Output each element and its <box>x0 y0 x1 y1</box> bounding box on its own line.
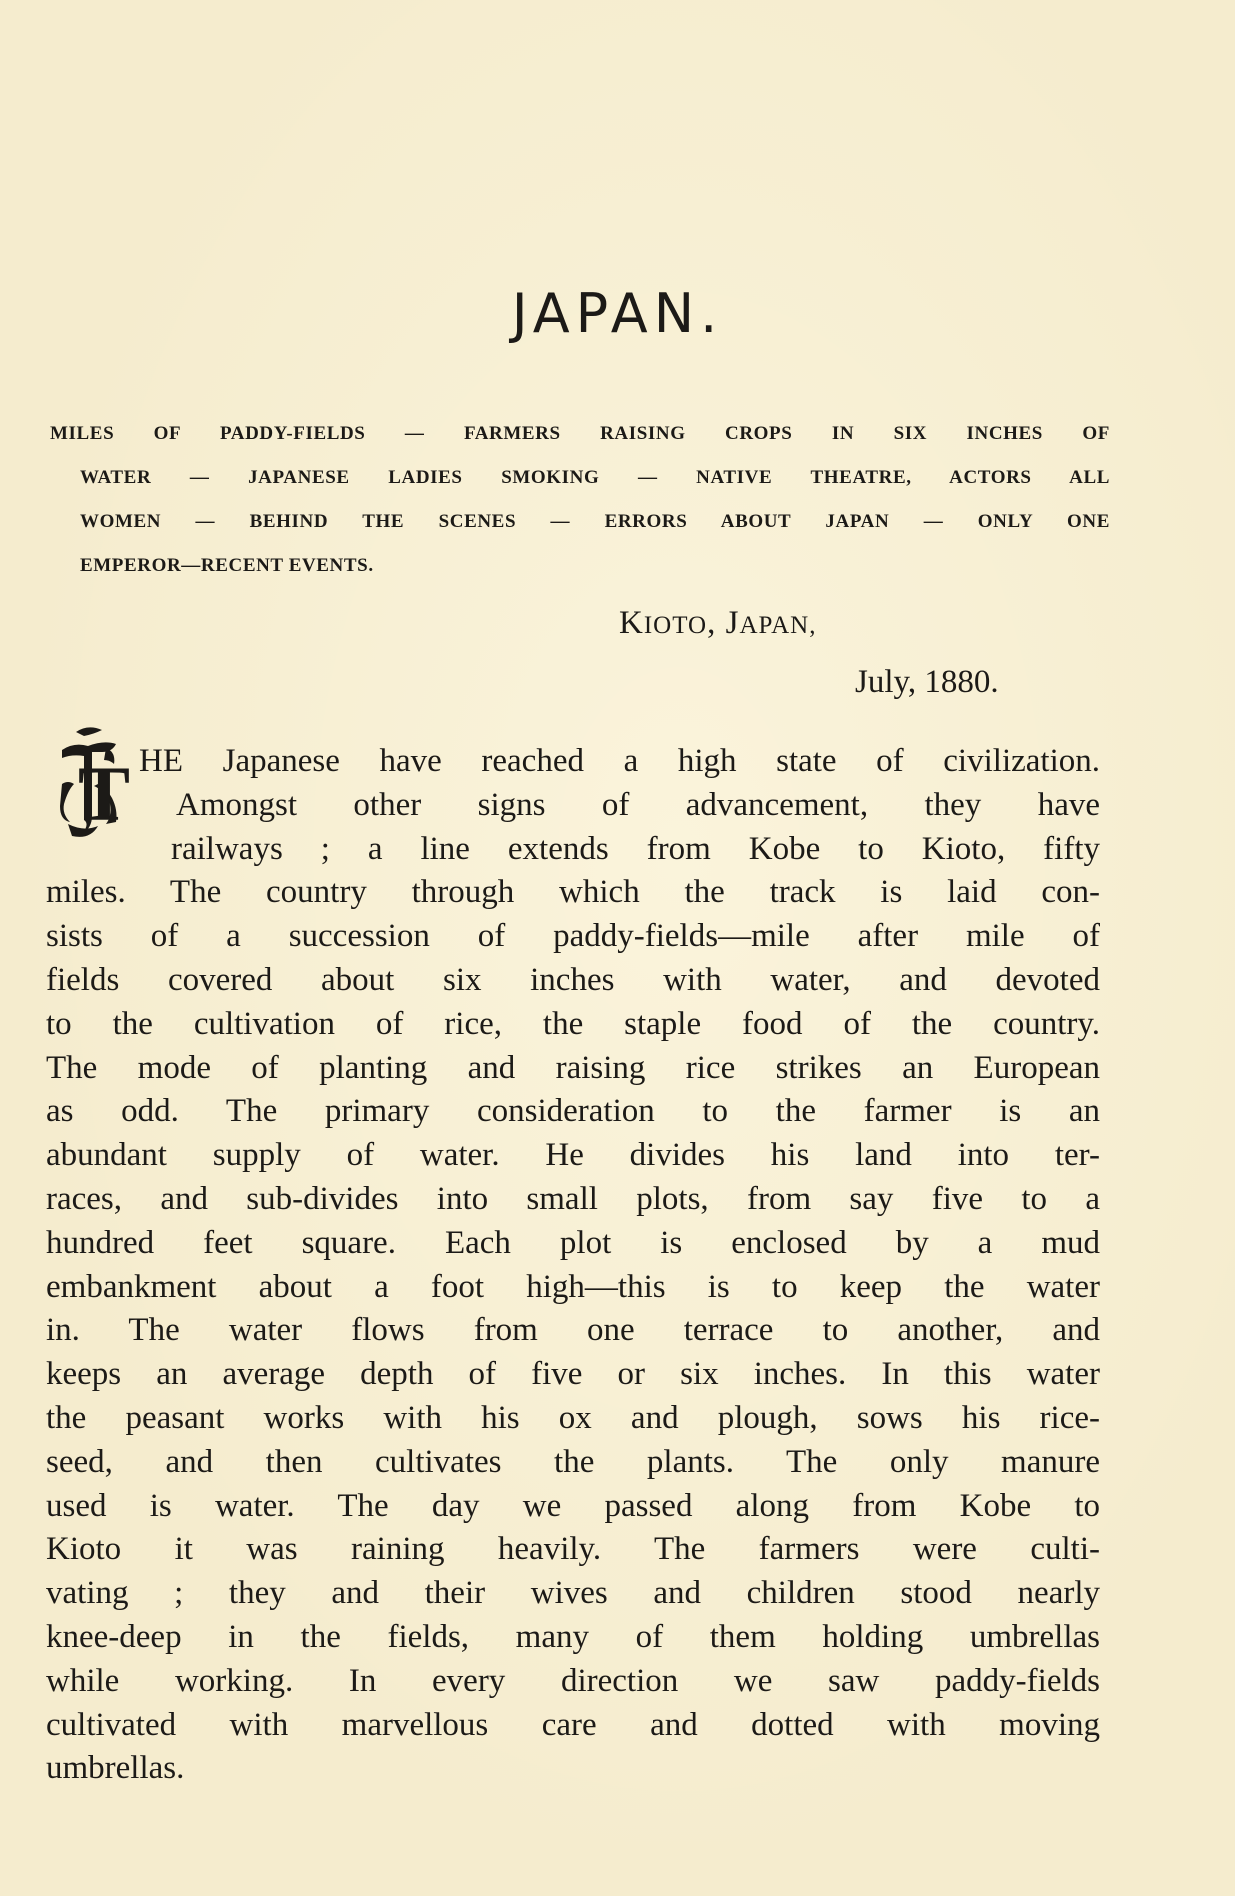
synopsis-line: EMPEROR—RECENT EVENTS. <box>80 555 374 576</box>
dateline-initial: K <box>619 605 644 641</box>
synopsis-line: WATER — JAPANESE LADIES SMOKING — NATIVE THEATRE, ACTORS ALL <box>80 467 1110 488</box>
synopsis-line: MILES OF PADDY-FIELDS — FARMERS RAISING CROPS IN SIX INCHES OF <box>50 423 1110 444</box>
body-line: Amongst other signs of advancement, they have <box>176 786 1100 823</box>
dateline-smallcaps: APAN, <box>739 612 817 639</box>
body-line: The mode of planting and raising rice strikes an European <box>46 1049 1100 1086</box>
drop-cap-letter: T <box>78 750 131 837</box>
body-line: abundant supply of water. He divides his land into ter- <box>46 1137 1100 1174</box>
body-line: vating ; they and their wives and children stood nearly <box>46 1575 1100 1612</box>
chapter-synopsis <box>50 412 1110 588</box>
body-line: Kioto it was raining heavily. The farmers were culti- <box>46 1531 1100 1568</box>
dateline-comma: , <box>707 605 726 641</box>
body-line: seed, and then cultivates the plants. The only manure <box>46 1443 1100 1480</box>
body-line: sists of a succession of paddy-fields—mile after mile of <box>46 918 1100 955</box>
body-line: embankment about a foot high—this is to keep the water <box>46 1268 1100 1305</box>
body-line: to the cultivation of rice, the staple food of the country. <box>46 1005 1100 1042</box>
body-paragraph <box>46 740 1100 1791</box>
synopsis-line: WOMEN — BEHIND THE SCENES — ERRORS ABOUT JAPAN — ONLY ONE <box>80 511 1110 532</box>
dateline-place <box>619 605 816 642</box>
body-line: knee-deep in the fields, many of them holding umbrellas <box>46 1618 1100 1655</box>
body-line: HE Japanese have reached a high state of civilization. <box>139 743 1100 779</box>
body-line: keeps an average depth of five or six inches. In this water <box>46 1356 1100 1393</box>
body-line: races, and sub-divides into small plots, from say five to a <box>46 1180 1100 1217</box>
chapter-title: JAPAN. <box>511 282 724 345</box>
body-line: in. The water flows from one terrace to another, and <box>46 1312 1100 1349</box>
dateline-smallcaps: IOTO <box>643 612 708 639</box>
body-line: miles. The country through which the track is laid con- <box>46 874 1100 911</box>
body-line: fields covered about six inches with water, and devoted <box>46 961 1100 998</box>
body-line: railways ; a line extends from Kobe to Kioto, fifty <box>171 830 1100 867</box>
body-line: while working. In every direction we saw paddy-fields <box>46 1662 1100 1699</box>
dateline-initial: J <box>725 605 740 641</box>
dateline-date: July, 1880. <box>855 664 999 700</box>
body-line: used is water. The day we passed along from Kobe to <box>46 1487 1100 1524</box>
body-line: cultivated with marvellous care and dotted with moving <box>46 1706 1100 1743</box>
body-line: as odd. The primary consideration to the farmer is an <box>46 1093 1100 1130</box>
body-line: hundred feet square. Each plot is enclosed by a mud <box>46 1224 1100 1261</box>
body-line: umbrellas. <box>46 1750 185 1787</box>
body-line: the peasant works with his ox and plough, sows his rice- <box>46 1399 1100 1436</box>
